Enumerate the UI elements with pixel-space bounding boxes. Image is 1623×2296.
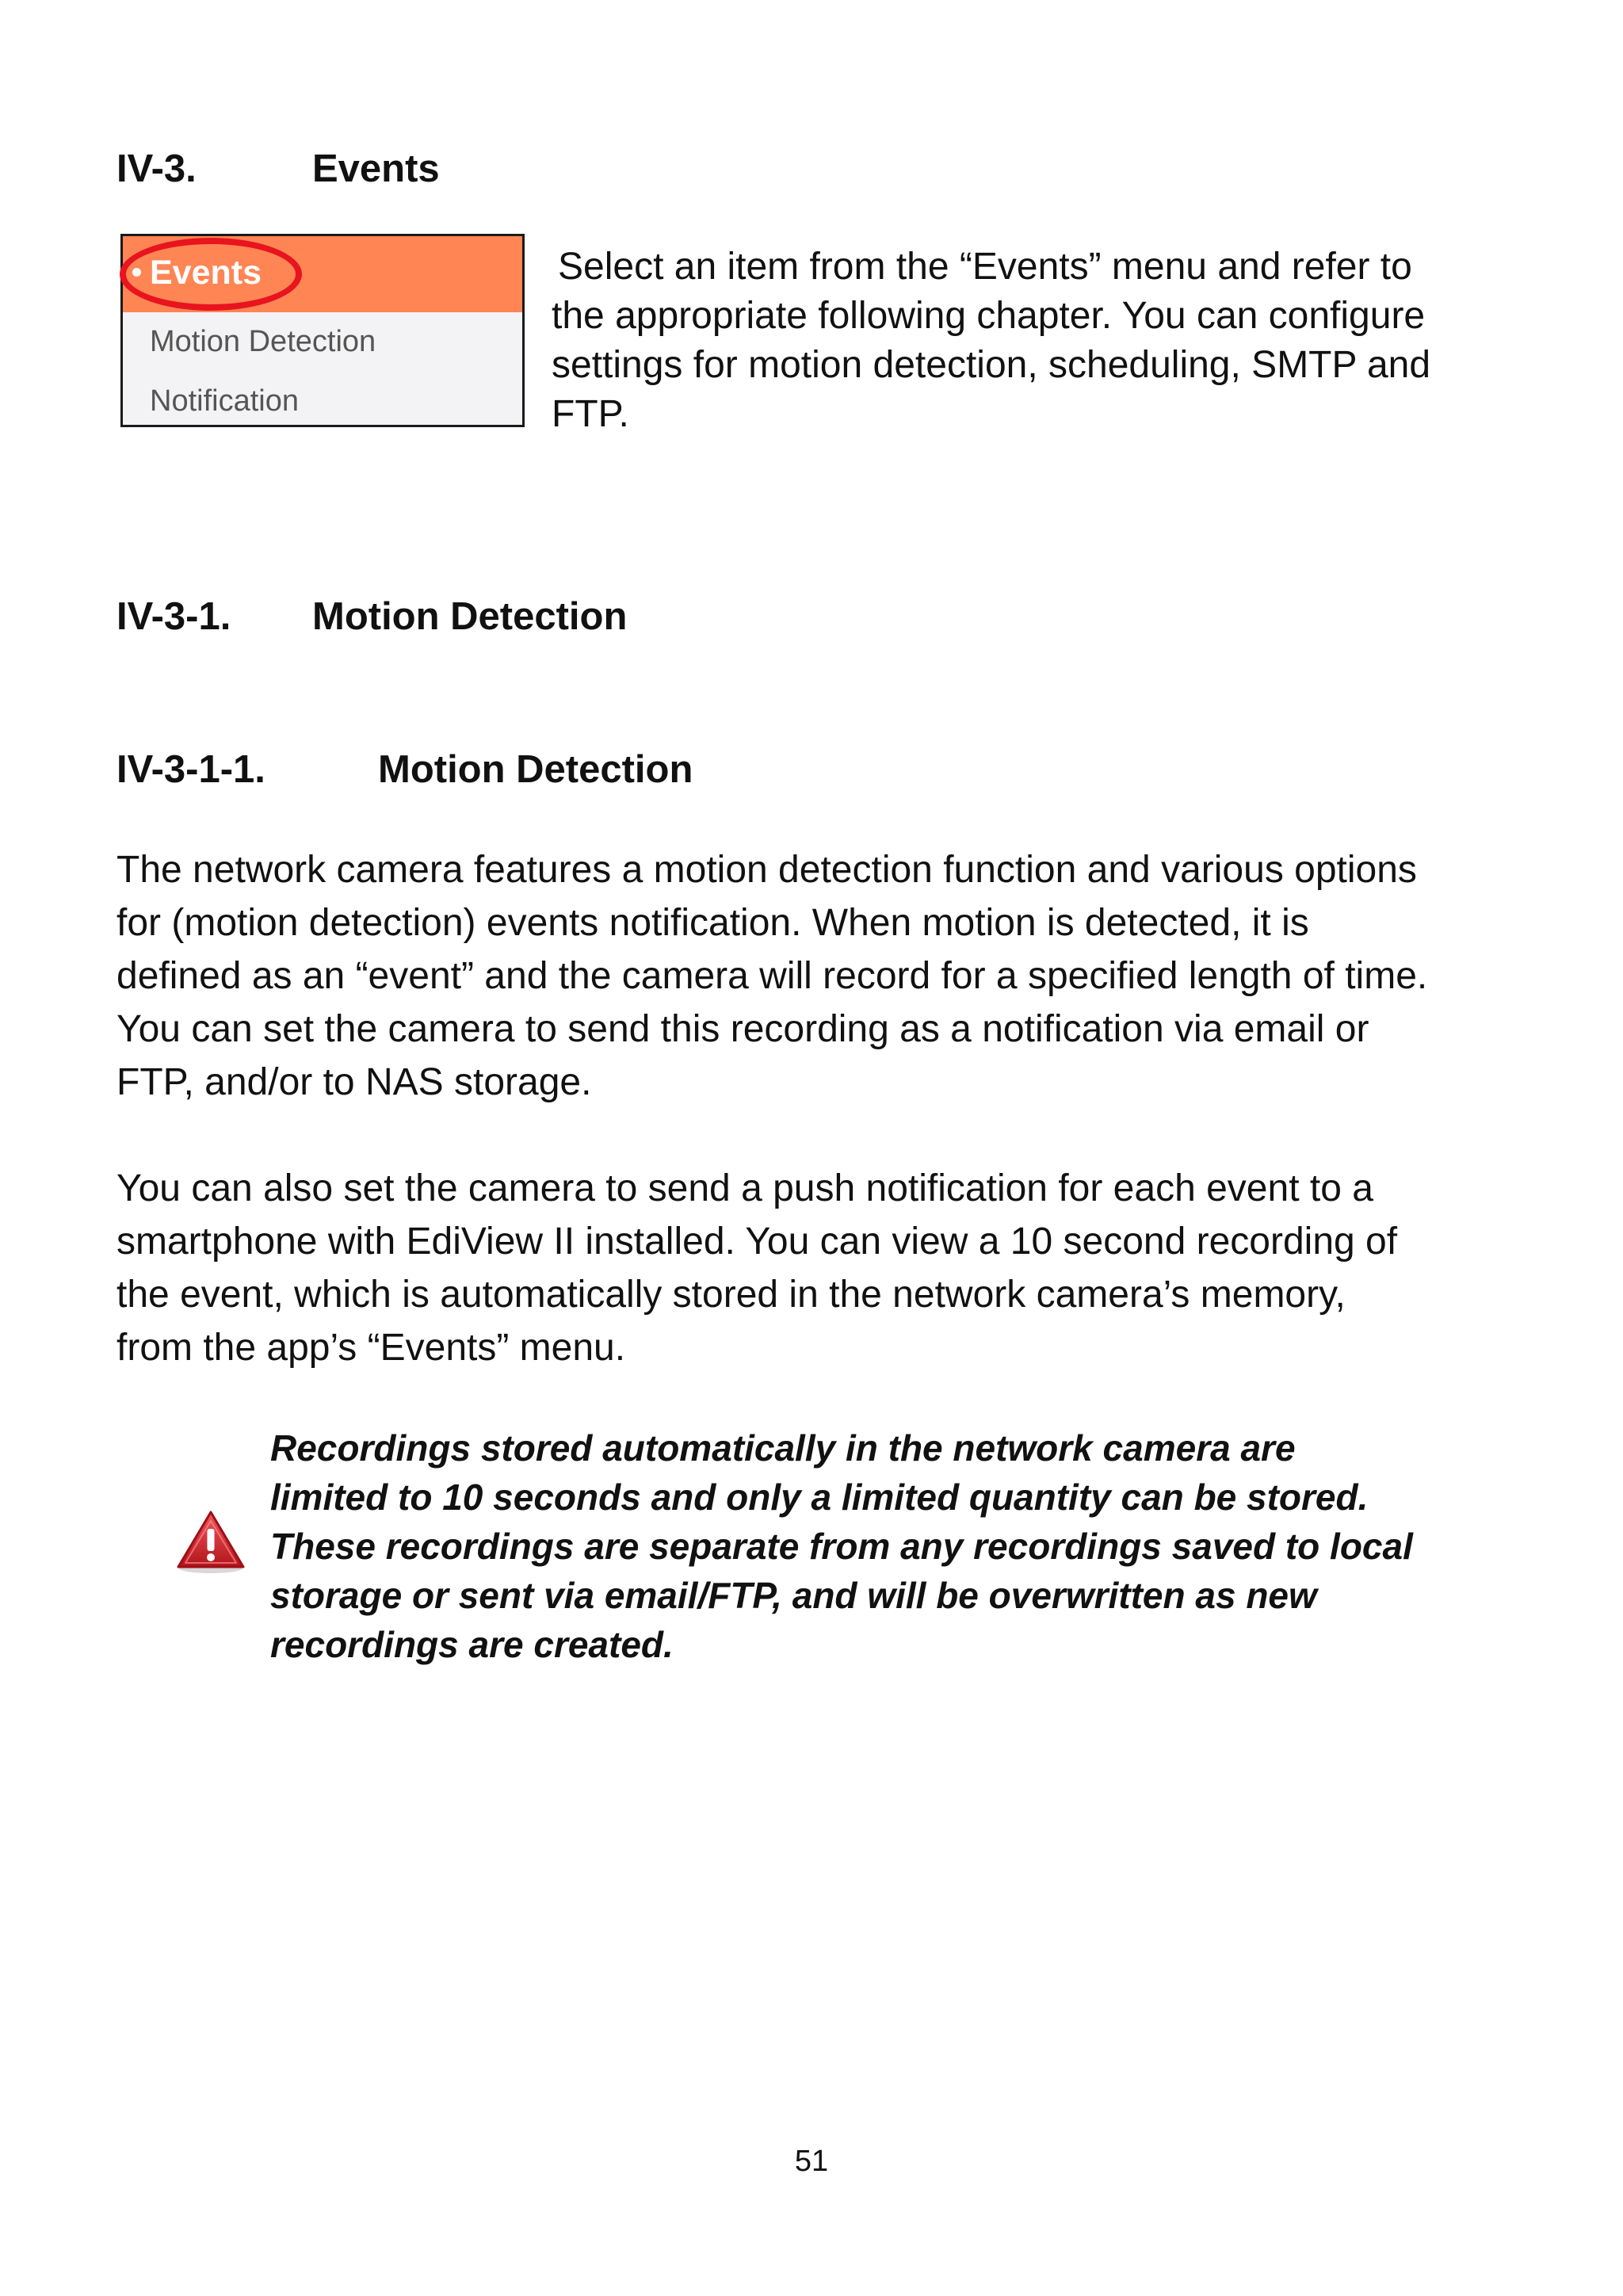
menu-item-notification: Notification [150, 384, 299, 418]
paragraph-line: from the app’s “Events” menu. [116, 1327, 626, 1369]
subsubsection-heading [116, 746, 693, 793]
note-line: These recordings are separate from any recordings saved to local [270, 1526, 1413, 1567]
warning-note [270, 1423, 1413, 1669]
subsubsection-number: IV-3-1-1. [116, 748, 265, 791]
note-line: storage or sent via email/FTP, and will be overwritten as new [270, 1575, 1317, 1616]
intro-text [552, 243, 1430, 439]
paragraph-line: for (motion detection) events notification. When motion is detected, it is [116, 902, 1309, 944]
page-number: 51 [794, 2145, 829, 2178]
paragraph-line: You can also set the camera to send a push notification for each event to a [116, 1167, 1373, 1209]
paragraph-line: FTP, and/or to NAS storage. [116, 1061, 592, 1103]
intro-line: Select an item from the “Events” menu and refer to [558, 246, 1412, 288]
note-line: Recordings stored automatically in the network camera are [270, 1427, 1296, 1469]
paragraph-line: defined as an “event” and the camera will record for a specified length of time. [116, 955, 1428, 997]
paragraph-line: smartphone with EdiView II installed. You can view a 10 second recording of [116, 1221, 1398, 1263]
paragraph-push-notification [116, 1162, 1397, 1374]
intro-line: settings for motion detection, scheduling, SMTP and [552, 344, 1431, 386]
highlight-circle [120, 238, 302, 311]
intro-line: the appropriate following chapter. You can configure [552, 295, 1426, 337]
paragraph-line: You can set the camera to send this recording as a notification via email or [116, 1008, 1369, 1050]
events-menu-screenshot [120, 234, 525, 427]
paragraph-motion-detection [116, 843, 1427, 1109]
section-heading [116, 145, 440, 193]
warning-icon [176, 1510, 246, 1575]
menu-item-motion-detection: Motion Detection [150, 325, 376, 358]
subsection-title: Motion Detection [312, 595, 628, 638]
note-line: recordings are created. [270, 1624, 674, 1665]
subsection-heading [116, 593, 628, 640]
paragraph-line: the event, which is automatically stored in the network camera’s memory, [116, 1274, 1346, 1316]
subsection-number: IV-3-1. [116, 595, 231, 638]
events-menu-header [123, 236, 522, 312]
note-line: limited to 10 seconds and only a limited quantity can be stored. [270, 1477, 1369, 1518]
section-title: Events [312, 147, 440, 190]
section-number: IV-3. [116, 147, 197, 190]
intro-line: FTP. [552, 393, 629, 435]
events-menu-header-label: Events [150, 254, 262, 292]
paragraph-line: The network camera features a motion detection function and various options [116, 849, 1417, 891]
subsubsection-title: Motion Detection [378, 748, 693, 791]
